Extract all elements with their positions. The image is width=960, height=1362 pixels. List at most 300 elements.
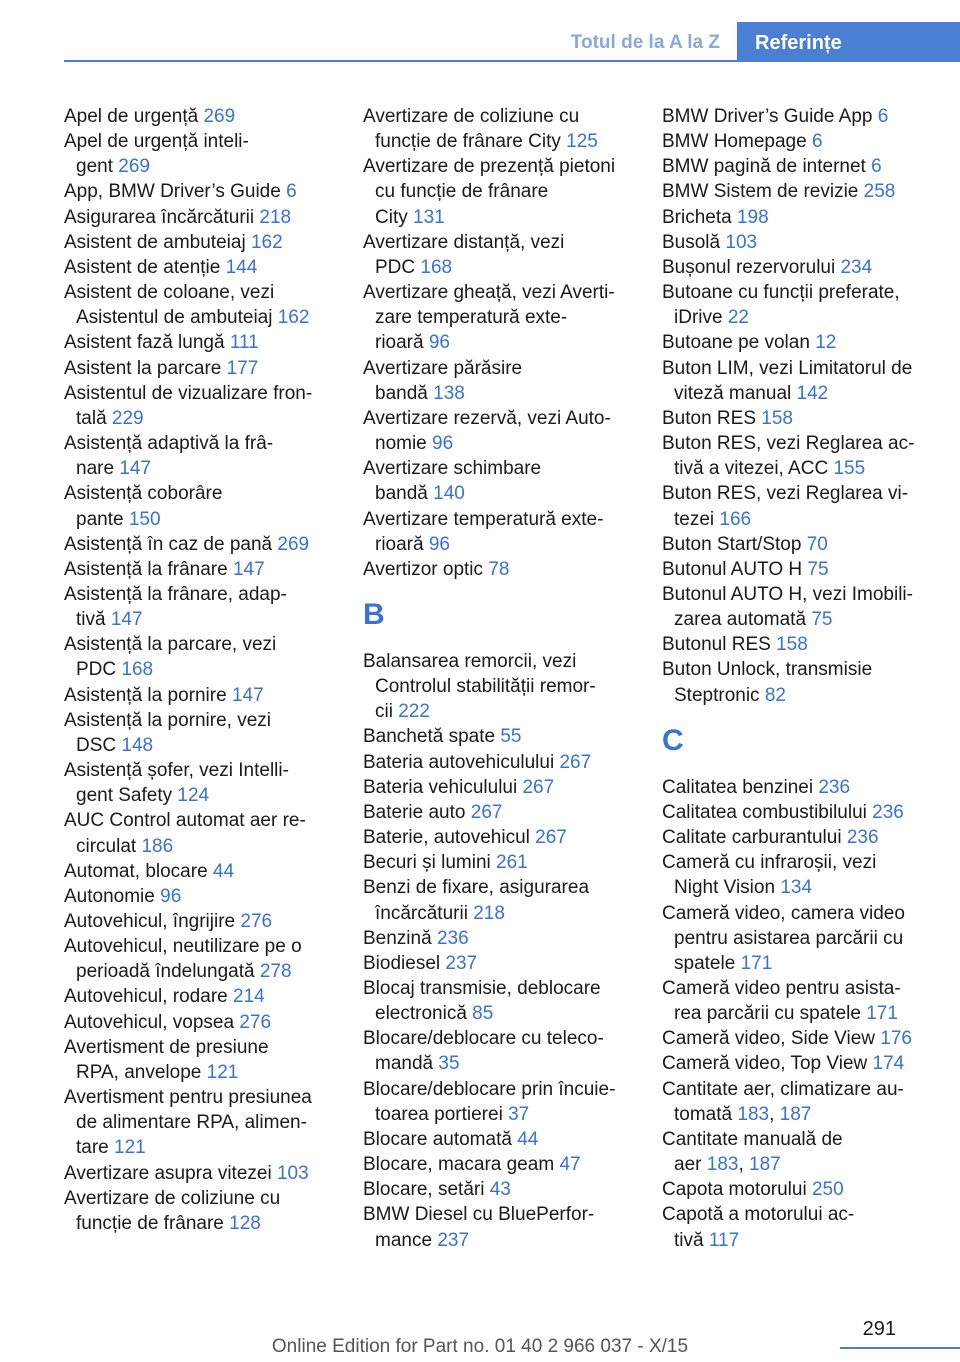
entry-text: rioară	[375, 533, 424, 555]
entry-text: Cameră video, Side View	[662, 1028, 875, 1050]
entry-text: de alimentare RPA, alimen‐	[76, 1112, 307, 1134]
index-column-3	[662, 104, 930, 1253]
entry-text: cu funcție de frânare	[375, 181, 549, 203]
entry-text: Asistentul de vizualizare fron‐	[64, 382, 313, 404]
index-entry	[662, 481, 930, 531]
index-entry	[64, 758, 334, 808]
entry-text: aer	[674, 1154, 702, 1176]
page-link[interactable]: 47	[559, 1154, 581, 1176]
page-link[interactable]: 236	[818, 776, 851, 798]
index-entry	[64, 708, 334, 758]
index-entry	[363, 1177, 633, 1202]
index-entry	[662, 825, 930, 850]
page-link[interactable]: 158	[776, 634, 808, 656]
entry-text: Asistentul de ambuteiaj	[76, 307, 273, 329]
entry-text: Bateria autovehiculului	[363, 751, 555, 773]
index-entry	[64, 632, 334, 682]
page-link[interactable]: 269	[203, 106, 236, 127]
entry-text: tivă	[674, 1229, 704, 1251]
entry-text: BMW Diesel cu BluePerfor‐	[363, 1204, 595, 1226]
page-link[interactable]: 236	[846, 827, 879, 849]
entry-text: Asistent de coloane, vezi	[64, 282, 275, 304]
entry-text: BMW Sistem de revizie	[662, 181, 859, 203]
page-link[interactable]: 6	[871, 156, 882, 178]
entry-text: Automat, blocare	[64, 860, 208, 882]
entry-text: Buton LIM, vezi Limitatorul de	[662, 357, 913, 379]
index-entry: Cantitate manuală de aer 183, 187	[662, 1128, 843, 1176]
index-entry	[363, 456, 633, 506]
entry-text: Blocare automată	[363, 1128, 512, 1150]
index-column-2	[363, 104, 633, 1253]
index-entry	[64, 431, 334, 481]
entry-text: funcție de frânare	[76, 1212, 224, 1234]
tab-section[interactable]: Totul de la A la Z	[570, 32, 720, 53]
page-link[interactable]: 261	[496, 852, 528, 874]
entry-text: BMW Homepage	[662, 131, 807, 153]
page-link[interactable]: 6	[286, 181, 297, 203]
index-entry	[363, 875, 633, 925]
entry-text: Avertizare părăsire	[363, 357, 523, 379]
entry-text: Buton RES, vezi Reglarea ac‐	[662, 433, 915, 455]
index-entry	[64, 230, 334, 255]
index-entry	[662, 1177, 930, 1202]
page-link[interactable]: 276	[239, 1011, 272, 1033]
page-link[interactable]: 124	[177, 785, 210, 807]
page-link[interactable]: 131	[413, 206, 445, 228]
entry-text: Butoane cu funcții preferate,	[662, 282, 900, 304]
entry-text: RPA, anvelope	[76, 1061, 202, 1083]
entry-text: Cameră video pentru asista‐	[662, 978, 901, 999]
index-entry	[64, 255, 334, 280]
index-entry	[64, 205, 334, 230]
entry-text: PDC	[76, 659, 117, 681]
index-entry	[64, 984, 334, 1009]
page-link[interactable]: 148	[121, 734, 154, 756]
entry-text: tezei	[674, 508, 715, 530]
entry-text: Baterie, autovehicul	[363, 827, 530, 849]
entry-text: Apel de urgență inteli‐	[64, 131, 249, 153]
index-entry	[662, 976, 930, 1026]
page-link[interactable]: 171	[740, 952, 773, 974]
entry-text: Butonul AUTO H	[662, 558, 803, 580]
index-entry	[662, 356, 930, 406]
index-entry	[662, 154, 930, 179]
index-entry	[64, 884, 334, 909]
entry-text: Bricheta	[662, 206, 732, 228]
entry-text: Autovehicul, îngrijire	[64, 911, 236, 932]
entry-text: Balansarea remorcii, vezi	[363, 650, 577, 672]
index-entry	[662, 431, 930, 481]
index-entry	[363, 154, 633, 229]
entry-text: perioadă îndelungată	[76, 961, 255, 983]
entry-text: Calitate carburantului	[662, 827, 842, 849]
entry-text: Asistență șofer, vezi Intelli‐	[64, 760, 289, 782]
entry-text: tală	[76, 407, 107, 429]
entry-text: Avertizare de coliziune cu	[363, 106, 580, 127]
index-entry	[64, 381, 334, 431]
page-link[interactable]: 229	[111, 407, 144, 429]
index-entry	[64, 1161, 334, 1186]
page-link[interactable]: 55	[500, 726, 522, 748]
page-link[interactable]: 85	[472, 1003, 494, 1025]
index-entry	[662, 104, 930, 129]
index-entry	[64, 104, 334, 129]
page-link[interactable]: 234	[840, 256, 873, 278]
entry-text: Bușonul rezervorului	[662, 256, 836, 278]
entry-text: Buton Unlock, transmisie	[662, 659, 873, 681]
entry-text: gent	[76, 156, 113, 178]
entry-text: Asistență adaptivă la frâ‐	[64, 433, 274, 455]
entry-text: Controlul stabilității remor‐	[375, 676, 596, 698]
page-link[interactable]: 155	[833, 458, 866, 480]
entry-text: Buton RES	[662, 407, 756, 429]
entry-text: Avertizor optic	[363, 558, 484, 580]
entry-text: Avertizare gheață, vezi Averti‐	[363, 282, 615, 304]
page-link[interactable]: 128	[229, 1212, 261, 1234]
page-link[interactable]: 147	[231, 684, 264, 706]
index-entry	[363, 775, 633, 800]
entry-text: Butonul AUTO H, vezi Imobili‐	[662, 583, 913, 605]
page-link[interactable]: 187	[749, 1154, 781, 1176]
page-link[interactable]: 44	[517, 1128, 539, 1150]
entry-text: Butonul RES	[662, 634, 771, 656]
index-entry	[662, 850, 930, 900]
index-entry	[64, 934, 334, 984]
index-entry	[363, 1202, 633, 1252]
index-entry	[363, 1077, 633, 1127]
entry-text: mance	[375, 1229, 433, 1251]
entry-text: iDrive	[674, 307, 723, 329]
entry-text: BMW Driver’s Guide App	[662, 106, 873, 127]
page-link[interactable]: 96	[428, 533, 450, 555]
page-link[interactable]: 267	[535, 827, 567, 849]
page-link[interactable]: 144	[225, 256, 258, 278]
entry-text: Blocare/deblocare cu teleco‐	[363, 1028, 604, 1050]
page-link[interactable]: 147	[110, 609, 143, 631]
index-entry	[662, 800, 930, 825]
page-link[interactable]: 75	[807, 558, 829, 580]
page-link[interactable]: 111	[229, 332, 259, 354]
entry-text: Calitatea benzinei	[662, 776, 814, 798]
entry-text: Asistență coborâre	[64, 483, 223, 505]
index-entry	[64, 909, 334, 934]
entry-text: Autovehicul, rodare	[64, 986, 228, 1008]
entry-text: bandă	[375, 483, 428, 505]
entry-text: toarea portierei	[375, 1103, 503, 1125]
index-entry	[64, 1010, 334, 1035]
entry-text: Asistență la pornire, vezi	[64, 709, 271, 731]
page-link[interactable]: 43	[489, 1179, 511, 1201]
entry-text: Biodiesel	[363, 952, 441, 974]
tab-references[interactable]: Referințe	[737, 22, 960, 62]
entry-text: Avertisment pentru presiunea	[64, 1087, 312, 1109]
entry-text: Bateria vehiculului	[363, 776, 518, 798]
index-entry	[662, 330, 930, 355]
index-entry	[662, 129, 930, 154]
page-link[interactable]: 140	[433, 483, 465, 505]
entry-text: Night Vision	[674, 877, 776, 899]
page-link[interactable]: 35	[438, 1053, 460, 1075]
page-link[interactable]: 250	[811, 1179, 844, 1201]
page-link[interactable]: 278	[259, 961, 292, 983]
index-entry	[64, 1186, 334, 1236]
page-link[interactable]: 117	[708, 1229, 740, 1251]
entry-text: Becuri și lumini	[363, 852, 491, 874]
entry-text: Apel de urgență	[64, 106, 199, 127]
entry-text: zarea automată	[674, 609, 807, 631]
page-link[interactable]: 183	[706, 1154, 739, 1176]
page-link[interactable]: 214	[233, 986, 265, 1008]
entry-text: Avertizare schimbare	[363, 458, 542, 480]
index-entry	[64, 1035, 334, 1085]
page-link[interactable]: 236	[872, 801, 904, 823]
entry-text: Asistență la parcare, vezi	[64, 634, 277, 656]
index-column-1	[64, 104, 334, 1236]
page-link[interactable]: 75	[811, 609, 833, 631]
index-entry	[662, 1202, 930, 1252]
index-entry	[662, 657, 930, 707]
entry-text: Avertizare de coliziune cu	[64, 1187, 281, 1209]
page-link[interactable]: 162	[250, 231, 283, 253]
page-link[interactable]: 218	[473, 902, 505, 924]
entry-text: tomată	[674, 1103, 733, 1125]
page-link[interactable]: 6	[811, 131, 823, 153]
index-entry	[363, 926, 633, 951]
index-entry	[363, 724, 633, 749]
entry-text: Blocare, macara geam	[363, 1154, 555, 1176]
entry-text: electronică	[375, 1003, 467, 1025]
page-link[interactable]: 37	[508, 1103, 530, 1125]
entry-text: Autonomie	[64, 885, 155, 907]
index-entry	[662, 280, 930, 330]
entry-text: Avertizare de prezență pietoni	[363, 156, 616, 178]
entry-text: pentru asistarea parcării cu	[674, 927, 904, 949]
page-link[interactable]: 142	[796, 382, 829, 404]
page-link[interactable]: 44	[212, 860, 235, 882]
entry-text: Cameră cu infraroșii, vezi	[662, 852, 877, 874]
index-entry	[64, 557, 334, 582]
page-link[interactable]: 267	[470, 801, 503, 823]
index-entry	[363, 850, 633, 875]
entry-text: Calitatea combustibilului	[662, 801, 867, 823]
page-link[interactable]: 103	[276, 1162, 309, 1184]
entry-text: tivă a vitezei, ACC	[674, 458, 829, 480]
entry-text: Capota motorului	[662, 1179, 807, 1201]
page-link[interactable]: 269	[277, 533, 310, 555]
index-entry	[64, 129, 334, 179]
index-entry: Cantitate aer, climatizare au‐ tomată 183, 187	[662, 1078, 904, 1125]
page-link[interactable]: 125	[566, 131, 598, 153]
page-link[interactable]: 176	[880, 1028, 912, 1050]
page-link[interactable]: 96	[428, 332, 450, 354]
page-link[interactable]: 237	[437, 1229, 470, 1251]
entry-text: Buton RES, vezi Reglarea vi‐	[662, 483, 909, 505]
entry-text: Cameră video, camera video	[662, 902, 905, 924]
index-entry	[64, 356, 334, 381]
entry-text: Avertisment de presiune	[64, 1036, 269, 1058]
entry-text: Cantitate manuală de	[662, 1128, 843, 1150]
page-link[interactable]: 183	[737, 1103, 770, 1125]
entry-text: Asistent de atenție	[64, 256, 221, 278]
entry-text: zare temperatură exte‐	[375, 307, 568, 329]
entry-text: Busolă	[662, 231, 721, 253]
entry-text: Blocare, setări	[363, 1179, 485, 1201]
entry-text: Steptronic	[674, 684, 760, 706]
index-entry	[363, 1152, 633, 1177]
page-link[interactable]: 177	[226, 357, 259, 379]
page-link[interactable]: 218	[259, 206, 292, 228]
page-link[interactable]: 147	[119, 458, 152, 480]
entry-text: Cameră video, Top View	[662, 1053, 868, 1075]
page-link[interactable]: 147	[232, 558, 265, 580]
entry-text: Asistență în caz de pană	[64, 533, 273, 555]
section-letter: B	[363, 597, 385, 631]
page-link[interactable]: 269	[118, 156, 150, 178]
page-link[interactable]: 134	[780, 877, 813, 899]
index-entry	[662, 230, 930, 255]
entry-text: Blocare/deblocare prin încuie‐	[363, 1078, 616, 1100]
entry-text: tare	[76, 1137, 109, 1159]
page-link[interactable]: 138	[433, 382, 465, 404]
entry-text: Asistent la parcare	[64, 357, 222, 379]
page-link[interactable]: 121	[206, 1061, 239, 1083]
index-entry	[662, 179, 930, 204]
index-entry	[363, 1026, 633, 1076]
page-link[interactable]: 222	[398, 701, 430, 723]
entry-text: App, BMW Driver’s Guide	[64, 181, 281, 203]
entry-text: Blocaj transmisie, deblocare	[363, 978, 601, 999]
page-link[interactable]: 198	[736, 206, 769, 228]
page-link[interactable]: 236	[436, 927, 469, 949]
index-entry	[363, 507, 633, 557]
index-entry	[363, 406, 633, 456]
page-link[interactable]: 103	[725, 231, 758, 253]
entry-text: gent Safety	[76, 785, 173, 807]
page-link[interactable]: 187	[779, 1103, 812, 1125]
page-link[interactable]: 267	[559, 751, 592, 773]
entry-text: Asigurarea încărcăturii	[64, 206, 255, 228]
index-entry	[662, 632, 930, 657]
index-entry	[363, 230, 633, 280]
page-link[interactable]: 150	[128, 508, 161, 530]
index-entry	[363, 356, 633, 406]
entry-text: Asistență la pornire	[64, 684, 227, 706]
index-entry	[662, 255, 930, 280]
page-link[interactable]: 96	[432, 433, 454, 455]
index-entry	[363, 649, 633, 724]
entry-text: viteză manual	[674, 382, 792, 404]
index-entry	[363, 104, 633, 154]
index-entry	[662, 532, 930, 557]
page-link[interactable]: 12	[815, 332, 837, 354]
index-entry	[662, 582, 930, 632]
entry-text: City	[375, 206, 408, 228]
page-link[interactable]: 168	[121, 659, 154, 681]
page-link[interactable]: 258	[863, 181, 896, 203]
index-entry	[64, 179, 334, 204]
page-link[interactable]: 78	[488, 558, 510, 580]
entry-text: Buton Start/Stop	[662, 533, 802, 555]
entry-text: circulat	[76, 835, 137, 857]
entry-text: DSC	[76, 734, 117, 756]
entry-text: Avertizare distanță, vezi	[363, 231, 565, 253]
entry-text: nomie	[375, 433, 427, 455]
page-link[interactable]: 168	[420, 256, 453, 278]
index-entry	[662, 1026, 930, 1051]
entry-text: Cantitate aer, climatizare au‐	[662, 1078, 904, 1100]
page-link[interactable]: 6	[877, 106, 889, 127]
entry-text: Avertizare asupra vitezei	[64, 1162, 272, 1184]
entry-text: Benzină	[363, 927, 432, 949]
page-link[interactable]: 166	[719, 508, 752, 530]
index-entry	[662, 557, 930, 582]
entry-text: Autovehicul, neutilizare pe o	[64, 936, 302, 958]
index-entry	[64, 582, 334, 632]
section-letter: C	[662, 723, 684, 757]
entry-text: Asistent fază lungă	[64, 332, 225, 354]
entry-text: rea parcării cu spatele	[674, 1003, 861, 1025]
page-link[interactable]: 237	[445, 952, 478, 974]
entry-text: rioară	[375, 332, 424, 354]
entry-text: Avertizare rezervă, vezi Auto‐	[363, 407, 611, 429]
entry-text: încărcăturii	[375, 902, 468, 924]
entry-text: Capotă a motorului ac‐	[662, 1204, 855, 1226]
index-entry	[662, 406, 930, 431]
page-number: 291	[862, 1318, 896, 1340]
page-link[interactable]: 22	[727, 307, 749, 329]
entry-text: Baterie auto	[363, 801, 466, 823]
page-link[interactable]: 174	[872, 1053, 905, 1075]
page-link[interactable]: 162	[277, 307, 310, 329]
page-link[interactable]: 276	[240, 911, 273, 932]
entry-text: nare	[76, 458, 115, 480]
index-entry	[64, 330, 334, 355]
index-entry	[363, 800, 633, 825]
entry-text: tivă	[76, 609, 106, 631]
index-entry	[64, 1085, 334, 1160]
index-entry	[64, 481, 334, 531]
page-link[interactable]: 186	[141, 835, 174, 857]
page-link[interactable]: 82	[764, 684, 786, 706]
index-entry	[363, 557, 633, 582]
entry-text: mandă	[375, 1053, 434, 1075]
entry-text: Autovehicul, vopsea	[64, 1011, 235, 1033]
index-entry	[363, 825, 633, 850]
page-link[interactable]: 70	[806, 533, 828, 555]
page-link[interactable]: 121	[114, 1137, 146, 1159]
entry-text: Asistent de ambuteiaj	[64, 231, 246, 253]
index-entry	[64, 280, 334, 330]
index-entry	[363, 976, 633, 1026]
entry-text: Banchetă spate	[363, 726, 496, 748]
index-entry	[64, 683, 334, 708]
index-entry	[363, 750, 633, 775]
index-entry	[662, 901, 930, 976]
index-entry	[662, 205, 930, 230]
index-entry	[363, 280, 633, 355]
page-link[interactable]: 158	[761, 407, 793, 429]
entry-text: PDC	[375, 256, 416, 278]
footer-edition: Online Edition for Part no. 01 40 2 966 037 - X/15	[271, 1336, 689, 1357]
index-entry	[64, 859, 334, 884]
entry-text: Benzi de fixare, asigurarea	[363, 877, 590, 899]
page-link[interactable]: 267	[522, 776, 555, 798]
entry-text: Butoane pe volan	[662, 332, 810, 354]
page-link[interactable]: 96	[160, 885, 182, 907]
index-entry	[64, 532, 334, 557]
index-entry	[64, 808, 334, 858]
page-link[interactable]: 171	[866, 1003, 898, 1025]
